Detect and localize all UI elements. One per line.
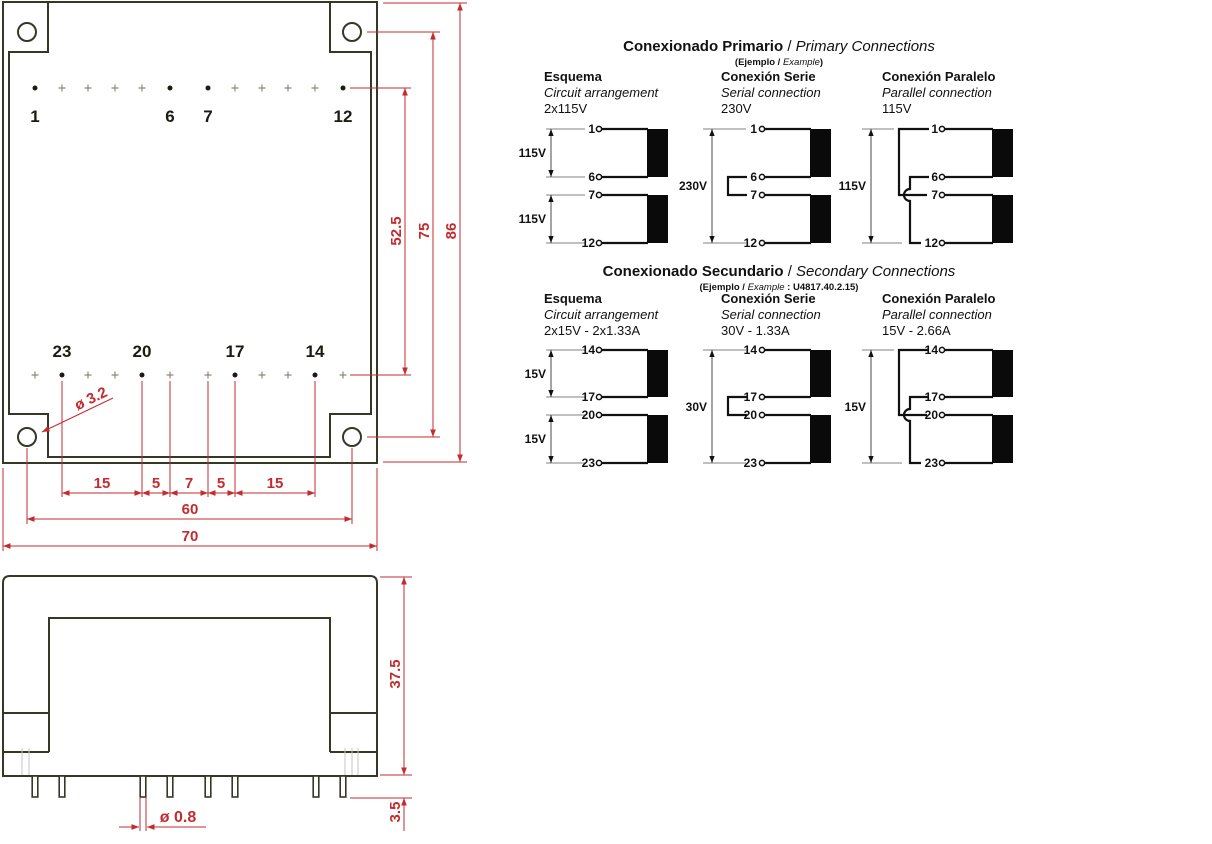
- example-open: (Ejemplo /: [699, 282, 745, 293]
- secondary-parallel-connection: [845, 343, 1013, 470]
- pin-number: 1: [588, 122, 595, 136]
- title-separator: /: [787, 38, 792, 55]
- winding-symbol: [810, 415, 831, 463]
- dim-seg-5a: 5: [151, 475, 161, 492]
- dim-seg-15b: 15: [266, 475, 284, 492]
- primary-circuit-arrangement: [519, 122, 668, 250]
- winding-symbol: [647, 415, 668, 463]
- column-title: Conexión Serie: [721, 291, 816, 306]
- pin-number: 1: [750, 122, 757, 136]
- dim-75: 75: [416, 222, 433, 240]
- pin-number: 14: [924, 343, 938, 357]
- pin-number: 17: [924, 390, 938, 404]
- front-view: [3, 576, 412, 831]
- secondary-winding2-voltage: 15V: [524, 432, 546, 446]
- mounting-hole-bottom-right: [343, 428, 361, 446]
- dim-60: 60: [181, 501, 199, 518]
- winding-symbol: [810, 350, 831, 397]
- primary-title: [544, 38, 1014, 55]
- winding-symbol: [992, 415, 1013, 463]
- front-view-body-outline: [3, 576, 377, 776]
- parallel-jumper-inner: [904, 397, 929, 463]
- primary-parallel-connection: [839, 122, 1013, 250]
- secondary-title-en: Secondary Connections: [796, 263, 956, 280]
- dim-hole-diameter: ø 3.2: [71, 383, 111, 415]
- primary-serie-header: [721, 69, 821, 117]
- primary-title-en: Primary Connections: [795, 38, 935, 55]
- front-view-pins: [32, 776, 346, 797]
- secondary-circuit-arrangement: [525, 343, 668, 470]
- pin-label-6: 6: [165, 107, 175, 126]
- dim-37-5: 37.5: [387, 659, 404, 689]
- column-value: 230V: [721, 101, 752, 116]
- secondary-serial-connection: [686, 343, 831, 470]
- example-close: : U4817.40.2.15): [787, 282, 859, 293]
- pin-number: 17: [743, 390, 757, 404]
- column-title: Esquema: [544, 69, 602, 84]
- pin-number: 17: [581, 390, 595, 404]
- primary-example-note: [544, 57, 1014, 68]
- dim-86: 86: [443, 222, 460, 240]
- winding-symbol: [992, 195, 1013, 243]
- example-word: Example: [782, 57, 820, 68]
- dim-pin-diameter: ø 0.8: [159, 809, 197, 826]
- pin-label-7: 7: [203, 107, 213, 126]
- mounting-hole-top-left: [18, 23, 36, 41]
- pin-number: 6: [750, 170, 757, 184]
- primary-winding2-voltage: 115V: [518, 212, 546, 226]
- column-subtitle: Circuit arrangement: [544, 85, 659, 100]
- column-title: Esquema: [544, 291, 602, 306]
- example-open: (Ejemplo /: [734, 57, 781, 68]
- parallel-jumper-outer: [899, 350, 929, 415]
- title-separator: /: [787, 263, 792, 280]
- pin-number: 23: [581, 456, 595, 470]
- column-value: 30V - 1.33A: [721, 323, 790, 338]
- pin-number: 12: [924, 236, 938, 250]
- secondary-paralelo-header: [882, 291, 995, 339]
- pin-number: 23: [743, 456, 757, 470]
- pin-label-14: 14: [305, 342, 325, 361]
- pin-number: 6: [588, 170, 595, 184]
- secondary-paralelo-voltage: 15V: [844, 400, 866, 414]
- example-word: Example: [747, 282, 785, 293]
- pin-number: 14: [743, 343, 757, 357]
- winding-symbol: [647, 195, 668, 243]
- parallel-jumper-outer: [899, 129, 929, 195]
- pin-number: 7: [588, 188, 595, 202]
- winding-symbol: [810, 129, 831, 177]
- column-title: Conexión Serie: [721, 69, 816, 84]
- column-subtitle: Parallel connection: [882, 307, 992, 322]
- column-value: 15V - 2.66A: [882, 323, 951, 338]
- primary-title-es: Conexionado Primario: [623, 38, 784, 55]
- column-title: Conexión Paralelo: [882, 291, 996, 306]
- dim-seg-7: 7: [184, 475, 194, 492]
- pin-number: 23: [924, 456, 938, 470]
- pin-number: 12: [581, 236, 595, 250]
- pin-label-17: 17: [225, 342, 245, 361]
- dim-52-5: 52.5: [388, 216, 405, 246]
- primary-paralelo-header: [882, 69, 995, 117]
- series-jumper: [728, 177, 747, 195]
- column-subtitle: Serial connection: [721, 307, 821, 322]
- column-subtitle: Circuit arrangement: [544, 307, 659, 322]
- pin-number: 20: [581, 408, 595, 422]
- dim-70: 70: [181, 528, 199, 545]
- pin-label-23: 23: [52, 342, 72, 361]
- example-close: ): [819, 57, 824, 68]
- dim-seg-5b: 5: [216, 475, 226, 492]
- pin-number: 20: [924, 408, 938, 422]
- top-view-outer-outline: [3, 2, 377, 463]
- primary-serial-connection: [679, 122, 831, 250]
- pin-number: 20: [743, 408, 757, 422]
- secondary-connections-header: [544, 263, 1014, 293]
- column-value: 2x15V - 2x1.33A: [544, 323, 641, 338]
- pin-number: 14: [581, 343, 595, 357]
- column-value: 2x115V: [544, 101, 588, 116]
- pin-number: 12: [743, 236, 757, 250]
- top-view: [3, 2, 467, 551]
- dim-3-5: 3.5: [387, 801, 404, 823]
- secondary-esquema-header: [544, 291, 658, 339]
- column-subtitle: Serial connection: [721, 85, 821, 100]
- parallel-jumper-inner: [904, 177, 929, 243]
- winding-symbol: [992, 129, 1013, 177]
- mounting-hole-top-right: [343, 23, 361, 41]
- column-title: Conexión Paralelo: [882, 69, 996, 84]
- secondary-serie-header: [721, 291, 821, 339]
- pin-number: 1: [931, 122, 938, 136]
- primary-winding1-voltage: 115V: [518, 146, 546, 160]
- pin-label-20: 20: [132, 342, 152, 361]
- pin-number: 7: [931, 188, 938, 202]
- secondary-title-es: Conexionado Secundario: [602, 263, 784, 280]
- pin-label-1: 1: [30, 107, 40, 126]
- pin-label-12: 12: [333, 107, 353, 126]
- secondary-serie-voltage: 30V: [685, 400, 707, 414]
- winding-symbol: [992, 350, 1013, 397]
- pin-number: 6: [931, 170, 938, 184]
- column-value: 115V: [882, 101, 912, 116]
- winding-symbol: [647, 350, 668, 397]
- dim-seg-15a: 15: [93, 475, 111, 492]
- primary-esquema-header: [544, 69, 658, 117]
- pin-number: 7: [750, 188, 757, 202]
- secondary-title: [544, 263, 1014, 280]
- mounting-hole-bottom-left: [18, 428, 36, 446]
- column-subtitle: Parallel connection: [882, 85, 992, 100]
- primary-connections-header: [544, 38, 1014, 68]
- winding-symbol: [647, 129, 668, 177]
- secondary-winding1-voltage: 15V: [524, 367, 546, 381]
- primary-paralelo-voltage: 115V: [838, 179, 866, 193]
- primary-serie-voltage: 230V: [678, 179, 707, 193]
- winding-symbol: [810, 195, 831, 243]
